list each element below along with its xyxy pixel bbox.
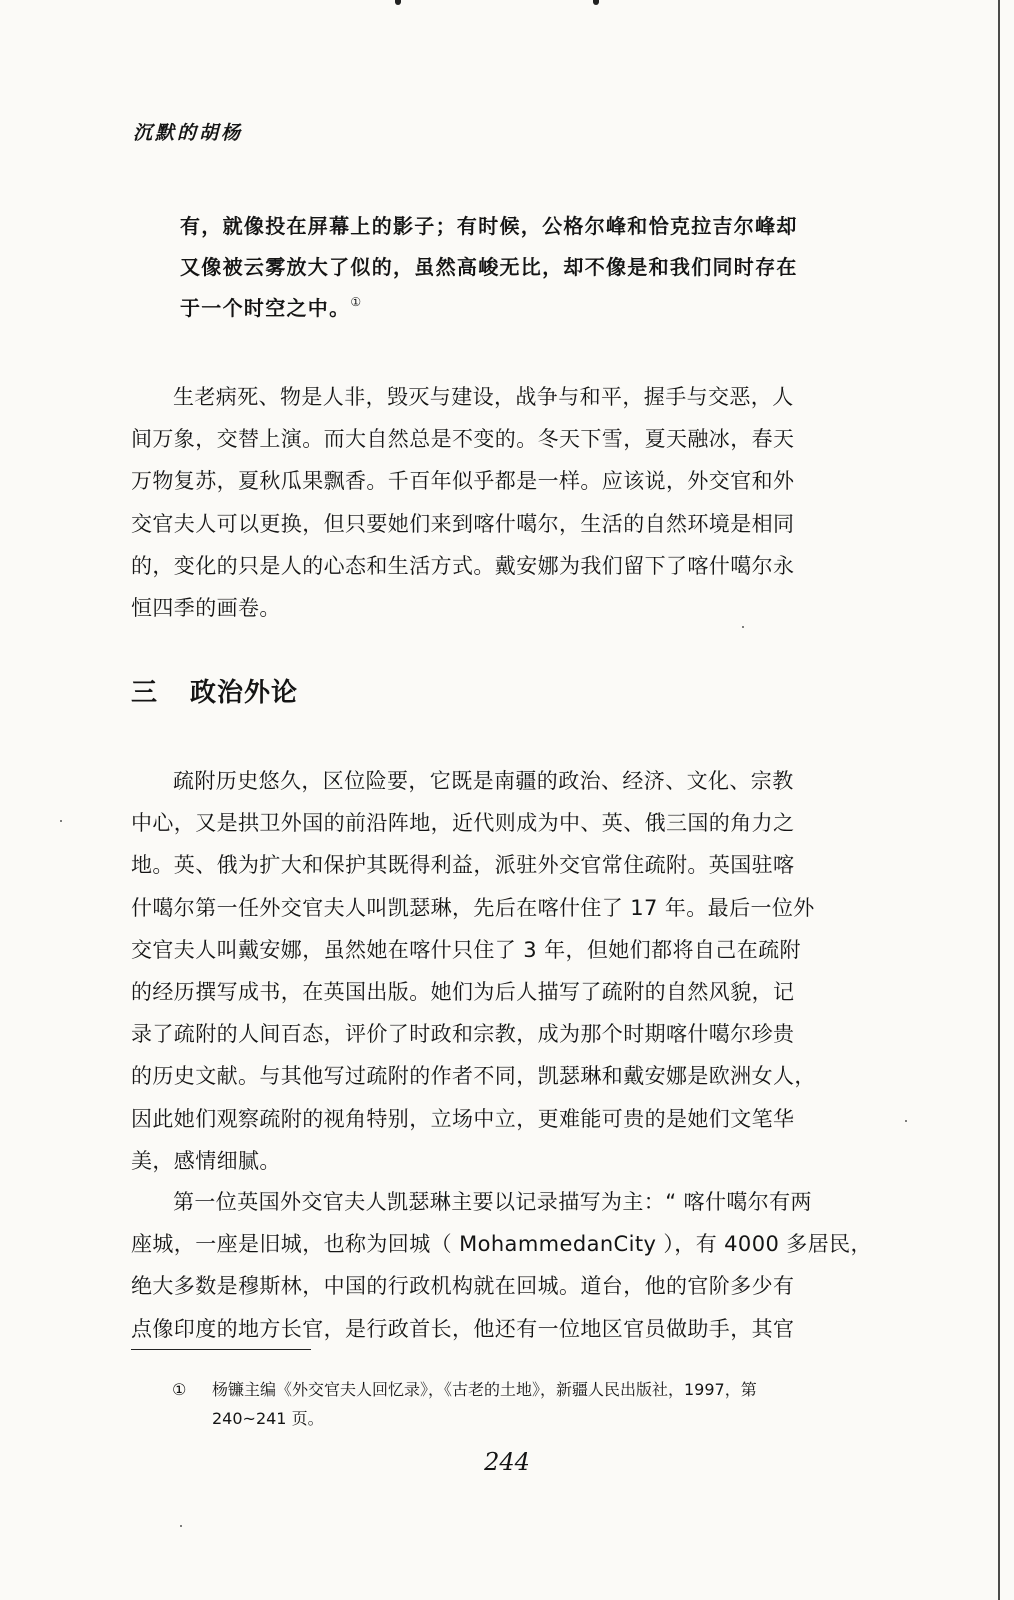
- quote-line: 又像被云雾放大了似的，虽然高峻无比，却不像是和我们同时存在: [180, 255, 798, 279]
- paragraph-line: 间万象，交替上演。而大自然总是不变的。冬天下雪，夏天融冰，春天: [131, 427, 795, 452]
- paragraph-line: 第一位英国外交官夫人凯瑟琳主要以记录描写为主：“ 喀什噶尔有两: [173, 1190, 812, 1214]
- paragraph-line: 录了疏附的人间百态，评价了时政和宗教，成为那个时期喀什噶尔珍贵: [131, 1022, 795, 1047]
- paragraph-line: 因此她们观察疏附的视角特别，立场中立，更难能可贵的是她们文笔华: [131, 1106, 795, 1131]
- page-number: 244: [484, 1448, 530, 1476]
- quote-line: 有，就像投在屏幕上的影子；有时候，公格尔峰和恰克拉吉尔峰却: [180, 214, 798, 238]
- scan-speck: [180, 1525, 182, 1527]
- paragraph-line: 的经历撰写成书，在英国出版。她们为后人描写了疏附的自然风貌，记: [131, 980, 795, 1005]
- quote-line-text: 于一个时空之中。: [180, 296, 351, 320]
- section-title: 政治外论: [190, 678, 299, 708]
- paragraph-line: 绝大多数是穆斯林，中国的行政机构就在回城。道台，他的官阶多少有: [131, 1274, 795, 1299]
- scan-speck: [60, 820, 62, 822]
- paragraph-line: 的，变化的只是人的心态和生活方式。戴安娜为我们留下了喀什噶尔永: [131, 553, 795, 578]
- paragraph-line: 中心，又是拱卫外国的前沿阵地，近代则成为中、英、俄三国的角力之: [131, 811, 795, 836]
- body-paragraph-1: [131, 376, 881, 629]
- body-paragraph-2: [131, 760, 881, 1182]
- block-quote: [180, 206, 880, 329]
- footnote-line: 杨镰主编《外交官夫人回忆录》，《古老的土地》，新疆人民出版社，1997，第: [212, 1380, 757, 1399]
- scan-artifact-top: [395, 0, 625, 6]
- scan-speck: [742, 626, 744, 628]
- paragraph-line: 美，感情细腻。: [131, 1148, 281, 1173]
- paragraph-line: 疏附历史悠久，区位险要，它既是南疆的政治、经济、文化、宗教: [173, 769, 794, 793]
- scan-edge-line: [998, 0, 1000, 1600]
- paragraph-line: 万物复苏，夏秋瓜果飘香。千百年似乎都是一样。应该说，外交官和外: [131, 469, 795, 494]
- paragraph-line: 座城，一座是旧城，也称为回城（ MohammedanCity ），有 4000 多居民，: [131, 1232, 872, 1257]
- footnote-line: 240~241 页。: [212, 1409, 324, 1428]
- paragraph-line: 地。英、俄为扩大和保护其既得利益，派驻外交官常住疏附。英国驻喀: [131, 853, 795, 878]
- section-heading: [131, 672, 298, 709]
- section-number: 三: [131, 678, 159, 708]
- paragraph-line: 恒四季的画卷。: [131, 596, 281, 621]
- paragraph-line: 生老病死、物是人非，毁灭与建设，战争与和平，握手与交恶，人: [173, 385, 794, 409]
- body-paragraph-3: [131, 1181, 881, 1350]
- footnote-text: [212, 1375, 882, 1433]
- paragraph-line: 交官夫人可以更换，但只要她们来到喀什噶尔，生活的自然环境是相同: [131, 511, 795, 536]
- footnote-marker: ①: [172, 1380, 187, 1399]
- footnote-reference[interactable]: ①: [350, 295, 363, 309]
- footnote-divider: [131, 1349, 311, 1350]
- paragraph-line: 什噶尔第一任外交官夫人叫凯瑟琳，先后在喀什住了 17 年。最后一位外: [131, 895, 815, 920]
- paragraph-line: 的历史文献。与其他写过疏附的作者不同，凯瑟琳和戴安娜是欧洲女人，: [131, 1064, 816, 1089]
- quote-line: [180, 288, 880, 329]
- footnote: [172, 1375, 882, 1433]
- paragraph-line: 交官夫人叫戴安娜，虽然她在喀什只住了 3 年，但她们都将自己在疏附: [131, 937, 801, 962]
- scan-speck: [905, 1120, 907, 1122]
- running-head: 沉默的胡杨: [133, 122, 244, 144]
- paragraph-line: 点像印度的地方长官，是行政首长，他还有一位地区官员做助手，其官: [131, 1316, 795, 1341]
